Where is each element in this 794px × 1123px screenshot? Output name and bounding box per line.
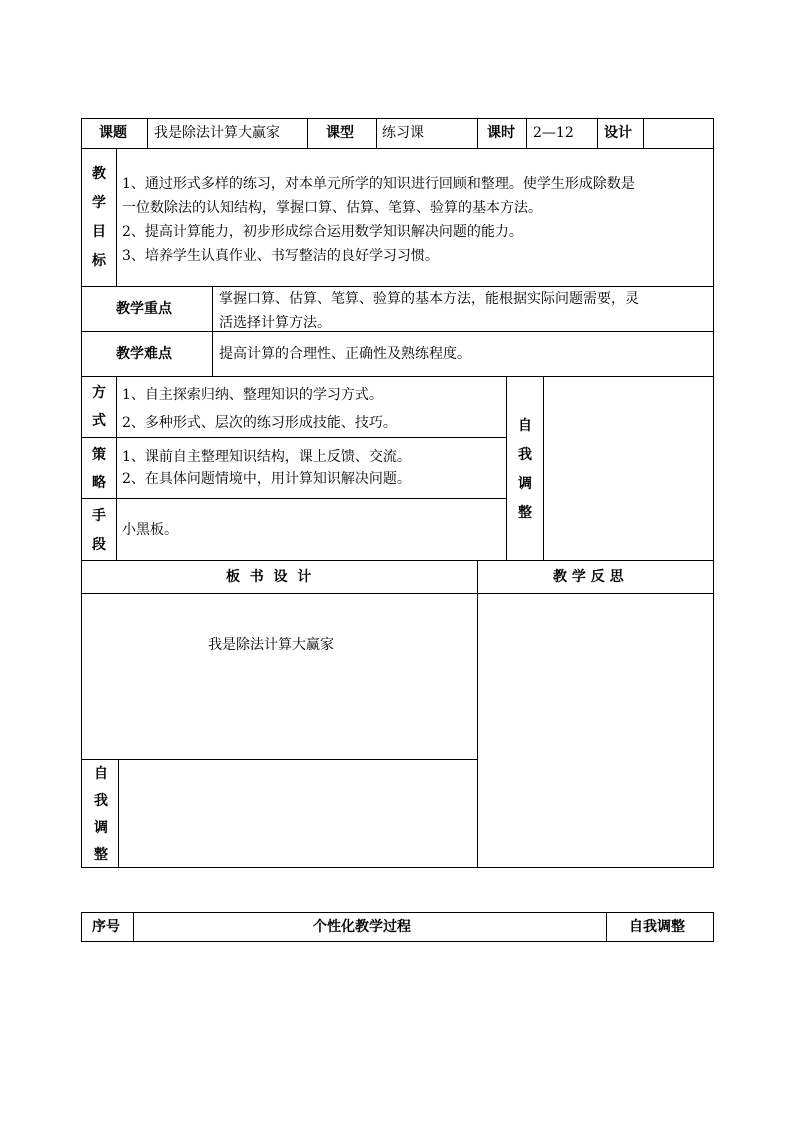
reflection-heading: 教 学 反 思 [553,569,624,585]
objectives-label: 教 学 目 标 [92,166,106,269]
board-design-heading: 板 书 设 计 [226,569,312,585]
objective-line: 3、培养学生认真作业、书写整洁的良好学习习惯。 [122,248,439,264]
topic-label: 课题 [99,125,127,141]
means-text: 小黑板。 [122,522,178,538]
process-col-adjust: 自我调整 [629,919,685,935]
process-col-process: 个性化教学过程 [313,919,411,935]
difficulties-text: 提高计算的合理性、正确性及熟练程度。 [219,346,471,362]
objective-line: 1、通过形式多样的练习，对本单元所学的知识进行回顾和整理。使学生形成除数是 [122,176,635,192]
board-design-content: 我是除法计算大赢家 [208,637,334,653]
difficulties-label: 教学难点 [116,346,172,362]
hours-label: 课时 [487,125,515,141]
strategy-label: 策 略 [92,447,106,491]
topic-value: 我是除法计算大赢家 [154,125,280,141]
methods-text: 1、自主探索归纳、整理知识的学习方式。 2、多种形式、层次的练习形成技能、技巧。 [122,387,397,431]
type-label: 课型 [326,125,354,141]
process-col-seq: 序号 [92,919,120,935]
key-points-text: 掌握口算、估算、笔算、验算的基本方法，能根据实际问题需要，灵 活选择计算方法。 [219,291,639,331]
objective-line: 一位数除法的认知结构，掌握口算、估算、笔算、验算的基本方法。 [122,200,542,216]
self-adjust-bottom-label: 自 我 调 整 [94,766,108,863]
hours-value: 2—12 [533,125,574,141]
objectives-text [122,172,710,268]
means-label: 手 段 [92,508,106,553]
methods-label: 方 式 [92,385,106,429]
objective-line: 2、提高计算能力，初步形成综合运用数学知识解决问题的能力。 [122,224,523,240]
design-label: 设计 [604,125,632,141]
type-value: 练习课 [382,125,424,141]
strategy-text: 1、课前自主整理知识结构，课上反馈、交流。 2、在具体问题情境中，用计算知识解决问题。 [122,449,411,487]
key-points-label: 教学重点 [116,301,172,317]
self-adjust-right-label: 自 我 调 整 [518,418,532,521]
